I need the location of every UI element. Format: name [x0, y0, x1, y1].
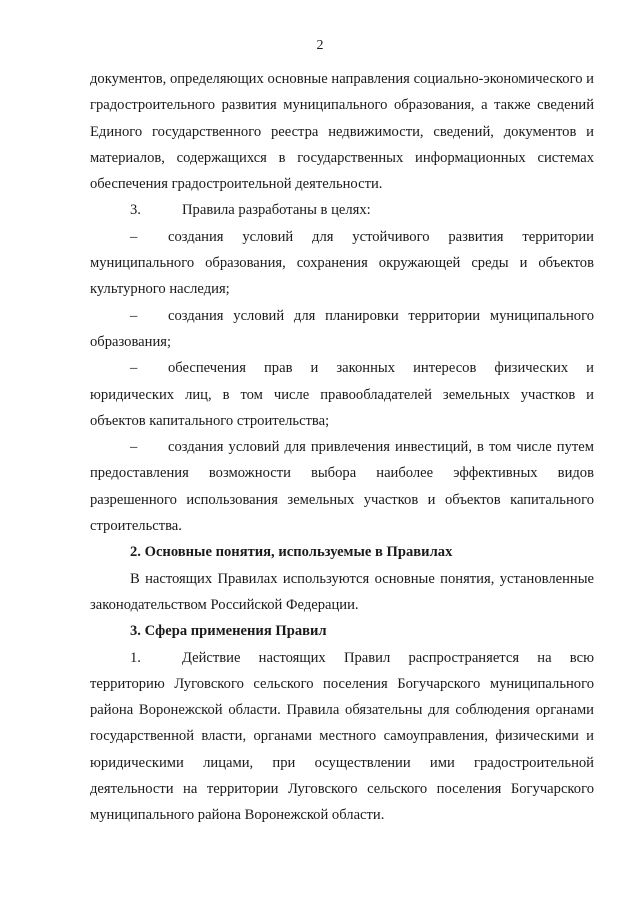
document-body [90, 66, 594, 829]
scope-text: Действие настоящих Правил распространяется на всю территорию Луговского сельского поселения Богучарского муниципального района Воронежской области. Правила обязательны для соблюдения органами государственной власти, органами местного самоуправления, физическими и юридическими лицами, при осуществлении ими градостроительной деятельности на территории Луговского сельского поселения Богучарского муниципального района Воронежской области. [90, 649, 594, 824]
paragraph-goals-intro [90, 197, 594, 223]
bullet-item [90, 303, 594, 356]
item-number: 1. [130, 649, 141, 666]
bullet-text: создания условий для привлечения инвестиций, в том числе путем предоставления возможности выбора наиболее эффективных видов разрешенного использования земельных участков и объектов капитального строительства. [90, 439, 594, 535]
page-number: 2 [316, 38, 324, 53]
dash-marker: – [130, 228, 138, 245]
paragraph-concepts: В настоящих Правилах используются основные понятия, установленные законодательством Российской Федерации. [90, 570, 594, 613]
dash-marker: – [130, 307, 138, 324]
bullet-item [90, 434, 594, 539]
bullet-text: создания условий для планировки территории муниципального образования; [90, 307, 594, 350]
bullet-item [90, 355, 594, 434]
goals-intro-text: Правила разработаны в целях: [182, 202, 371, 219]
section-heading-concepts: 2. Основные понятия, используемые в Правилах [130, 544, 453, 561]
paragraph-scope [90, 645, 594, 829]
paragraph-continuation: документов, определяющих основные направления социально-экономического и градостроительного развития муниципального образования, а также сведений Единого государственного реестра недвижимости, сведений, документов и материалов, содержащихся в государственных информационных системах обеспечения градостроительной деятельности. [90, 71, 594, 193]
section-heading-scope: 3. Сфера применения Правил [130, 623, 327, 640]
bullet-item [90, 224, 594, 303]
dash-marker: – [130, 439, 138, 456]
item-number: 3. [130, 202, 141, 219]
bullet-text: обеспечения прав и законных интересов физических и юридических лиц, в том числе правообладателей земельных участков и объектов капитального строительства; [90, 360, 594, 429]
bullet-text: создания условий для устойчивого развития территории муниципального образования, сохранения окружающей среды и объектов культурного наследия; [90, 228, 594, 298]
dash-marker: – [130, 360, 138, 377]
